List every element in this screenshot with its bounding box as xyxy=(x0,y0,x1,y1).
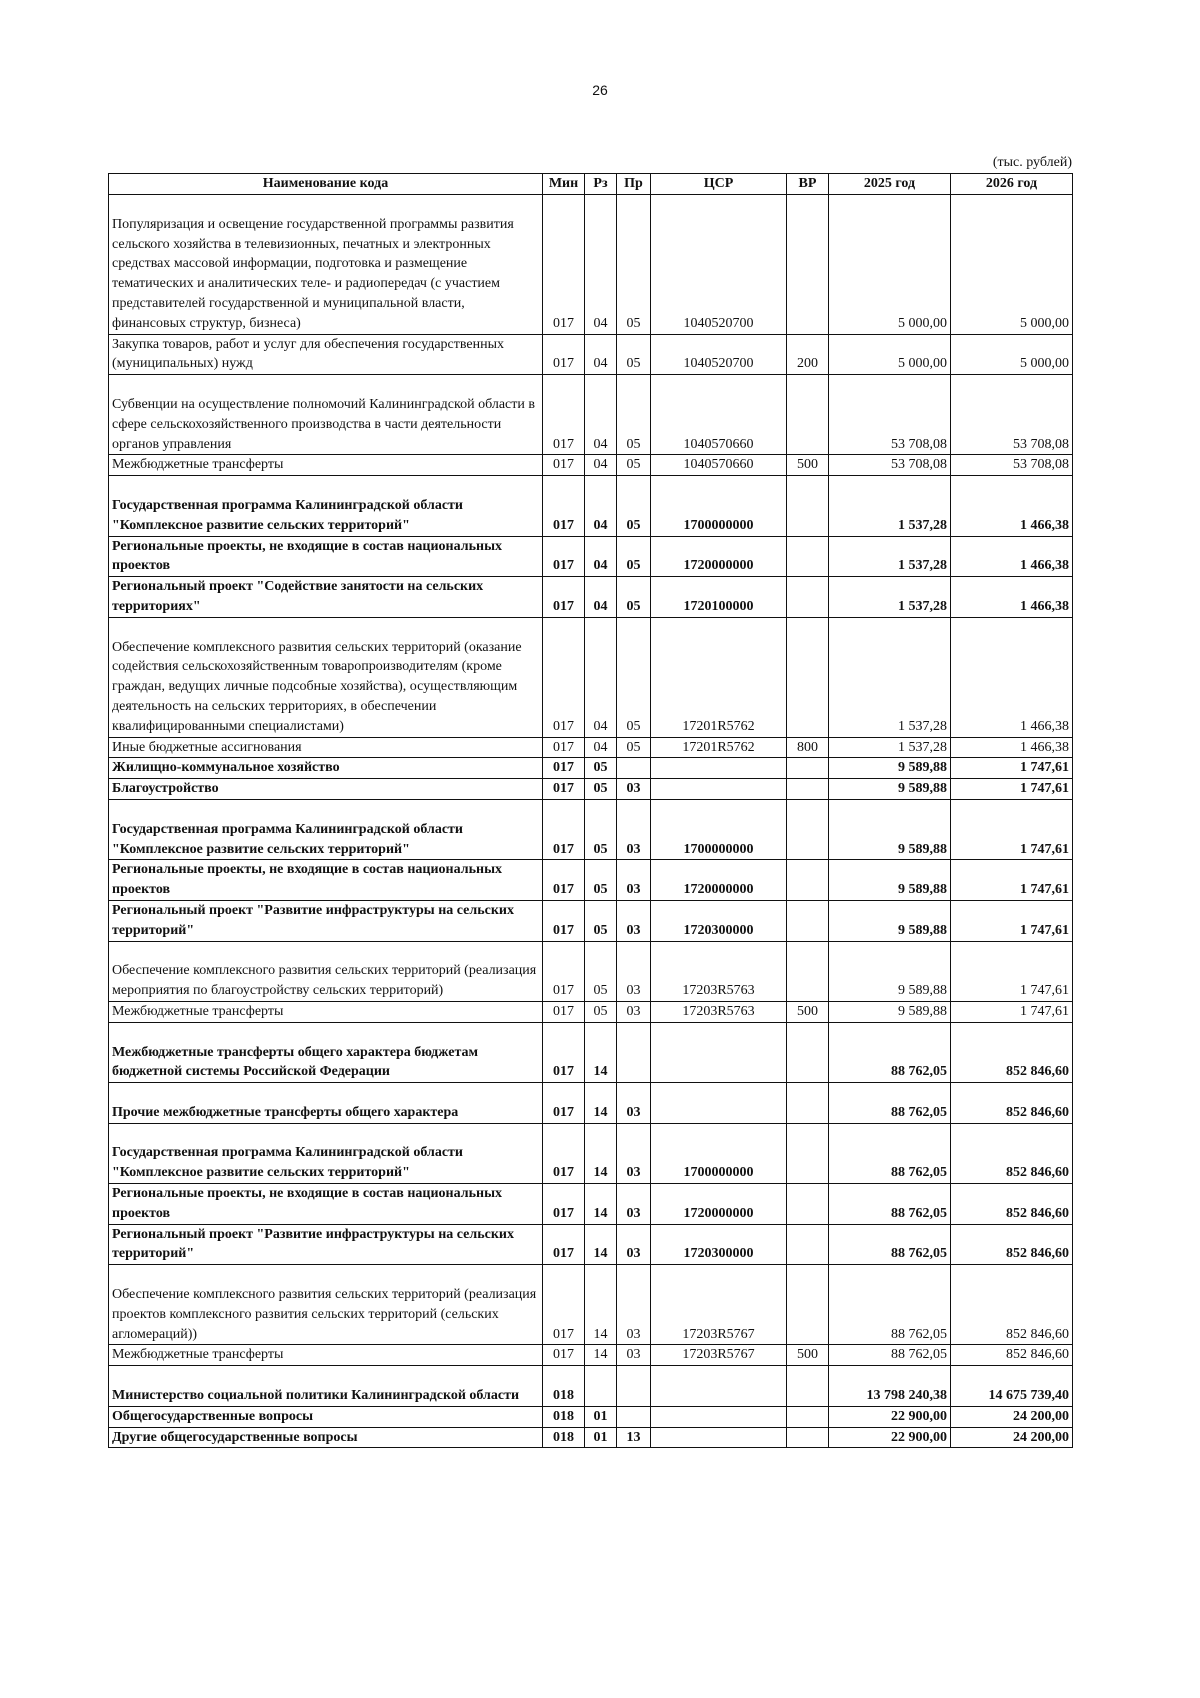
row-name: Иные бюджетные ассигнования xyxy=(109,737,543,758)
row-rz: 05 xyxy=(585,779,617,800)
row-pr: 03 xyxy=(617,1123,651,1183)
row-csr: 1720000000 xyxy=(651,860,787,901)
row-2025: 88 762,05 xyxy=(829,1083,951,1124)
row-min: 017 xyxy=(543,617,585,737)
row-min: 017 xyxy=(543,1345,585,1366)
row-vr xyxy=(787,476,829,536)
row-pr: 03 xyxy=(617,900,651,941)
header-2025: 2025 год xyxy=(829,174,951,195)
row-min: 018 xyxy=(543,1427,585,1448)
row-csr: 17203R5763 xyxy=(651,1001,787,1022)
row-rz: 05 xyxy=(585,799,617,859)
row-pr: 03 xyxy=(617,1224,651,1265)
row-2026: 1 747,61 xyxy=(951,799,1073,859)
row-name: Межбюджетные трансферты xyxy=(109,455,543,476)
table-row xyxy=(109,737,1073,758)
row-pr xyxy=(617,758,651,779)
row-2026: 852 846,60 xyxy=(951,1184,1073,1225)
row-name: Закупка товаров, работ и услуг для обеспечения государственных (муниципальных) нужд xyxy=(109,334,543,375)
row-csr xyxy=(651,1083,787,1124)
row-2025: 13 798 240,38 xyxy=(829,1366,951,1407)
table-row xyxy=(109,900,1073,941)
row-vr xyxy=(787,1265,829,1345)
units-label: (тыс. рублей) xyxy=(992,155,1072,170)
row-rz: 04 xyxy=(585,617,617,737)
row-2025: 5 000,00 xyxy=(829,334,951,375)
row-rz: 04 xyxy=(585,577,617,618)
table-row xyxy=(109,1265,1073,1345)
row-min: 017 xyxy=(543,1083,585,1124)
row-2025: 22 900,00 xyxy=(829,1406,951,1427)
row-vr xyxy=(787,577,829,618)
row-rz: 05 xyxy=(585,941,617,1001)
row-rz: 05 xyxy=(585,758,617,779)
row-pr xyxy=(617,1406,651,1427)
row-name: Обеспечение комплексного развития сельских территорий (реализация мероприятия по благоустройству сельских территорий) xyxy=(109,941,543,1001)
table-row xyxy=(109,1366,1073,1407)
row-rz xyxy=(585,1366,617,1407)
row-vr xyxy=(787,799,829,859)
row-2026: 1 747,61 xyxy=(951,779,1073,800)
table-row xyxy=(109,1123,1073,1183)
row-2025: 1 537,28 xyxy=(829,617,951,737)
row-name: Благоустройство xyxy=(109,779,543,800)
row-csr: 1720100000 xyxy=(651,577,787,618)
row-2025: 88 762,05 xyxy=(829,1224,951,1265)
row-vr xyxy=(787,195,829,335)
row-csr xyxy=(651,779,787,800)
row-name: Другие общегосударственные вопросы xyxy=(109,1427,543,1448)
row-csr: 1720300000 xyxy=(651,900,787,941)
table-row xyxy=(109,1083,1073,1124)
row-min: 017 xyxy=(543,536,585,577)
table-row xyxy=(109,195,1073,335)
row-2025: 9 589,88 xyxy=(829,779,951,800)
row-min: 017 xyxy=(543,1123,585,1183)
table-row xyxy=(109,375,1073,455)
row-min: 017 xyxy=(543,1022,585,1082)
row-2026: 1 466,38 xyxy=(951,536,1073,577)
row-2026: 1 466,38 xyxy=(951,737,1073,758)
row-csr: 1040570660 xyxy=(651,375,787,455)
table-row xyxy=(109,1406,1073,1427)
row-rz: 04 xyxy=(585,737,617,758)
row-name: Министерство социальной политики Калининградской области xyxy=(109,1366,543,1407)
row-vr xyxy=(787,1022,829,1082)
row-vr xyxy=(787,1123,829,1183)
row-pr: 05 xyxy=(617,375,651,455)
row-name: Региональные проекты, не входящие в состав национальных проектов xyxy=(109,536,543,577)
row-name: Популяризация и освещение государственной программы развития сельского хозяйства в телевизионных, печатных и электронных средствах массовой информации, подготовка и размещение тематических и аналитических теле- и радиопередач (с участием представителей государственной и муниципальной власти, финансовых структур, бизнеса) xyxy=(109,195,543,335)
row-2026: 852 846,60 xyxy=(951,1123,1073,1183)
table-row xyxy=(109,334,1073,375)
row-min: 017 xyxy=(543,737,585,758)
row-csr: 1720000000 xyxy=(651,536,787,577)
row-min: 017 xyxy=(543,779,585,800)
header-pr: Пр xyxy=(617,174,651,195)
row-rz: 14 xyxy=(585,1345,617,1366)
row-2025: 9 589,88 xyxy=(829,860,951,901)
row-2025: 1 537,28 xyxy=(829,577,951,618)
row-vr xyxy=(787,536,829,577)
row-name: Региональные проекты, не входящие в состав национальных проектов xyxy=(109,1184,543,1225)
row-rz: 01 xyxy=(585,1427,617,1448)
row-pr: 03 xyxy=(617,941,651,1001)
row-csr: 17203R5763 xyxy=(651,941,787,1001)
row-min: 017 xyxy=(543,455,585,476)
row-vr xyxy=(787,1366,829,1407)
row-min: 017 xyxy=(543,375,585,455)
row-csr: 17201R5762 xyxy=(651,737,787,758)
row-pr: 03 xyxy=(617,1345,651,1366)
row-rz: 05 xyxy=(585,860,617,901)
table-row xyxy=(109,860,1073,901)
row-pr: 03 xyxy=(617,1265,651,1345)
row-name: Жилищно-коммунальное хозяйство xyxy=(109,758,543,779)
row-csr: 1040520700 xyxy=(651,195,787,335)
table-header-row xyxy=(109,174,1073,195)
row-2025: 88 762,05 xyxy=(829,1184,951,1225)
row-2026: 1 747,61 xyxy=(951,860,1073,901)
row-rz: 14 xyxy=(585,1022,617,1082)
row-min: 017 xyxy=(543,1001,585,1022)
row-vr xyxy=(787,758,829,779)
row-vr xyxy=(787,375,829,455)
row-vr xyxy=(787,1427,829,1448)
row-vr: 500 xyxy=(787,1001,829,1022)
row-rz: 04 xyxy=(585,195,617,335)
row-2026: 852 846,60 xyxy=(951,1345,1073,1366)
row-2025: 1 537,28 xyxy=(829,476,951,536)
row-csr: 1700000000 xyxy=(651,799,787,859)
row-min: 018 xyxy=(543,1366,585,1407)
table-row xyxy=(109,779,1073,800)
row-name: Региональный проект "Содействие занятости на сельских территориях" xyxy=(109,577,543,618)
row-pr: 03 xyxy=(617,860,651,901)
row-min: 017 xyxy=(543,577,585,618)
row-vr xyxy=(787,617,829,737)
row-min: 017 xyxy=(543,476,585,536)
row-pr: 05 xyxy=(617,577,651,618)
row-name: Государственная программа Калининградской области "Комплексное развитие сельских территорий" xyxy=(109,476,543,536)
row-pr: 03 xyxy=(617,779,651,800)
table-row xyxy=(109,1427,1073,1448)
table-row xyxy=(109,758,1073,779)
row-name: Прочие межбюджетные трансферты общего характера xyxy=(109,1083,543,1124)
row-min: 017 xyxy=(543,1265,585,1345)
row-2025: 1 537,28 xyxy=(829,536,951,577)
row-vr xyxy=(787,1406,829,1427)
row-vr xyxy=(787,1224,829,1265)
row-pr xyxy=(617,1022,651,1082)
table-row xyxy=(109,1022,1073,1082)
row-2025: 9 589,88 xyxy=(829,1001,951,1022)
row-name: Региональный проект "Развитие инфраструктуры на сельских территорий" xyxy=(109,900,543,941)
row-vr xyxy=(787,779,829,800)
row-min: 017 xyxy=(543,195,585,335)
table-row xyxy=(109,536,1073,577)
row-pr: 05 xyxy=(617,617,651,737)
row-2025: 5 000,00 xyxy=(829,195,951,335)
row-vr: 800 xyxy=(787,737,829,758)
row-csr: 1720000000 xyxy=(651,1184,787,1225)
row-2026: 852 846,60 xyxy=(951,1265,1073,1345)
row-min: 017 xyxy=(543,860,585,901)
row-csr: 1700000000 xyxy=(651,1123,787,1183)
row-rz: 01 xyxy=(585,1406,617,1427)
row-rz: 04 xyxy=(585,476,617,536)
table-row xyxy=(109,1345,1073,1366)
row-pr: 05 xyxy=(617,195,651,335)
row-csr: 17203R5767 xyxy=(651,1265,787,1345)
table-row xyxy=(109,476,1073,536)
row-2025: 1 537,28 xyxy=(829,737,951,758)
row-rz: 05 xyxy=(585,900,617,941)
page-number: 26 xyxy=(592,82,608,98)
row-min: 017 xyxy=(543,758,585,779)
table-row xyxy=(109,799,1073,859)
table-row xyxy=(109,1184,1073,1225)
row-vr: 500 xyxy=(787,455,829,476)
row-pr: 05 xyxy=(617,536,651,577)
table-row xyxy=(109,617,1073,737)
row-2026: 852 846,60 xyxy=(951,1083,1073,1124)
table-row xyxy=(109,941,1073,1001)
row-2026: 5 000,00 xyxy=(951,334,1073,375)
row-csr: 1040520700 xyxy=(651,334,787,375)
row-name: Общегосударственные вопросы xyxy=(109,1406,543,1427)
row-rz: 04 xyxy=(585,334,617,375)
row-csr xyxy=(651,1022,787,1082)
budget-table xyxy=(108,173,1073,1448)
row-pr: 05 xyxy=(617,455,651,476)
row-rz: 14 xyxy=(585,1123,617,1183)
row-csr: 1040570660 xyxy=(651,455,787,476)
row-rz: 14 xyxy=(585,1224,617,1265)
row-2026: 53 708,08 xyxy=(951,375,1073,455)
row-csr xyxy=(651,1427,787,1448)
row-2026: 53 708,08 xyxy=(951,455,1073,476)
row-name: Региональный проект "Развитие инфраструктуры на сельских территорий" xyxy=(109,1224,543,1265)
row-pr: 13 xyxy=(617,1427,651,1448)
header-rz: Рз xyxy=(585,174,617,195)
row-rz: 14 xyxy=(585,1265,617,1345)
row-min: 017 xyxy=(543,799,585,859)
header-min: Мин xyxy=(543,174,585,195)
row-csr: 17203R5767 xyxy=(651,1345,787,1366)
row-2025: 53 708,08 xyxy=(829,375,951,455)
row-2025: 9 589,88 xyxy=(829,900,951,941)
row-pr: 03 xyxy=(617,1184,651,1225)
row-2025: 22 900,00 xyxy=(829,1427,951,1448)
row-2026: 1 466,38 xyxy=(951,617,1073,737)
row-vr xyxy=(787,1083,829,1124)
row-vr: 200 xyxy=(787,334,829,375)
row-rz: 04 xyxy=(585,375,617,455)
row-2026: 1 466,38 xyxy=(951,577,1073,618)
row-min: 017 xyxy=(543,941,585,1001)
row-pr: 05 xyxy=(617,334,651,375)
header-name: Наименование кода xyxy=(109,174,543,195)
row-name: Межбюджетные трансферты xyxy=(109,1001,543,1022)
row-vr xyxy=(787,941,829,1001)
row-name: Обеспечение комплексного развития сельских территорий (оказание содействия сельскохозяйственным товаропроизводителям (кроме граждан, ведущих личные подсобные хозяйства), осуществляющим деятельность на сельских территориях, в обеспечении квалифицированными специалистами) xyxy=(109,617,543,737)
header-2026: 2026 год xyxy=(951,174,1073,195)
row-min: 017 xyxy=(543,1184,585,1225)
row-vr xyxy=(787,900,829,941)
row-2026: 852 846,60 xyxy=(951,1224,1073,1265)
row-min: 017 xyxy=(543,1224,585,1265)
row-rz: 05 xyxy=(585,1001,617,1022)
row-vr xyxy=(787,860,829,901)
row-2025: 88 762,05 xyxy=(829,1345,951,1366)
row-2026: 24 200,00 xyxy=(951,1427,1073,1448)
row-2025: 88 762,05 xyxy=(829,1265,951,1345)
row-csr: 1720300000 xyxy=(651,1224,787,1265)
row-2026: 1 747,61 xyxy=(951,758,1073,779)
row-2025: 9 589,88 xyxy=(829,941,951,1001)
row-csr: 17201R5762 xyxy=(651,617,787,737)
row-2026: 1 747,61 xyxy=(951,941,1073,1001)
row-csr xyxy=(651,1366,787,1407)
row-2026: 1 747,61 xyxy=(951,1001,1073,1022)
row-name: Региональные проекты, не входящие в состав национальных проектов xyxy=(109,860,543,901)
row-min: 017 xyxy=(543,334,585,375)
row-rz: 14 xyxy=(585,1184,617,1225)
row-2025: 9 589,88 xyxy=(829,758,951,779)
row-rz: 14 xyxy=(585,1083,617,1124)
row-csr: 1700000000 xyxy=(651,476,787,536)
row-2025: 88 762,05 xyxy=(829,1022,951,1082)
table-row xyxy=(109,1001,1073,1022)
row-rz: 04 xyxy=(585,455,617,476)
row-pr xyxy=(617,1366,651,1407)
row-name: Государственная программа Калининградской области "Комплексное развитие сельских территорий" xyxy=(109,1123,543,1183)
row-vr xyxy=(787,1184,829,1225)
row-2025: 88 762,05 xyxy=(829,1123,951,1183)
header-vr: ВР xyxy=(787,174,829,195)
row-vr: 500 xyxy=(787,1345,829,1366)
table-row xyxy=(109,1224,1073,1265)
row-2025: 9 589,88 xyxy=(829,799,951,859)
row-2026: 5 000,00 xyxy=(951,195,1073,335)
row-csr xyxy=(651,758,787,779)
row-pr: 03 xyxy=(617,1083,651,1124)
header-csr: ЦСР xyxy=(651,174,787,195)
row-2026: 852 846,60 xyxy=(951,1022,1073,1082)
table-row xyxy=(109,577,1073,618)
row-2025: 53 708,08 xyxy=(829,455,951,476)
row-pr: 03 xyxy=(617,1001,651,1022)
row-rz: 04 xyxy=(585,536,617,577)
row-2026: 1 747,61 xyxy=(951,900,1073,941)
row-min: 017 xyxy=(543,900,585,941)
row-2026: 24 200,00 xyxy=(951,1406,1073,1427)
row-name: Обеспечение комплексного развития сельских территорий (реализация проектов комплексного развития сельских территорий (сельских агломераций)) xyxy=(109,1265,543,1345)
table-row xyxy=(109,455,1073,476)
row-name: Государственная программа Калининградской области "Комплексное развитие сельских территорий" xyxy=(109,799,543,859)
row-pr: 03 xyxy=(617,799,651,859)
row-name: Субвенции на осуществление полномочий Калининградской области в сфере сельскохозяйственного производства в части деятельности органов управления xyxy=(109,375,543,455)
row-2026: 14 675 739,40 xyxy=(951,1366,1073,1407)
row-name: Межбюджетные трансферты xyxy=(109,1345,543,1366)
row-pr: 05 xyxy=(617,737,651,758)
row-min: 018 xyxy=(543,1406,585,1427)
row-name: Межбюджетные трансферты общего характера бюджетам бюджетной системы Российской Федерации xyxy=(109,1022,543,1082)
row-pr: 05 xyxy=(617,476,651,536)
row-2026: 1 466,38 xyxy=(951,476,1073,536)
table-body xyxy=(109,195,1073,1448)
row-csr xyxy=(651,1406,787,1427)
